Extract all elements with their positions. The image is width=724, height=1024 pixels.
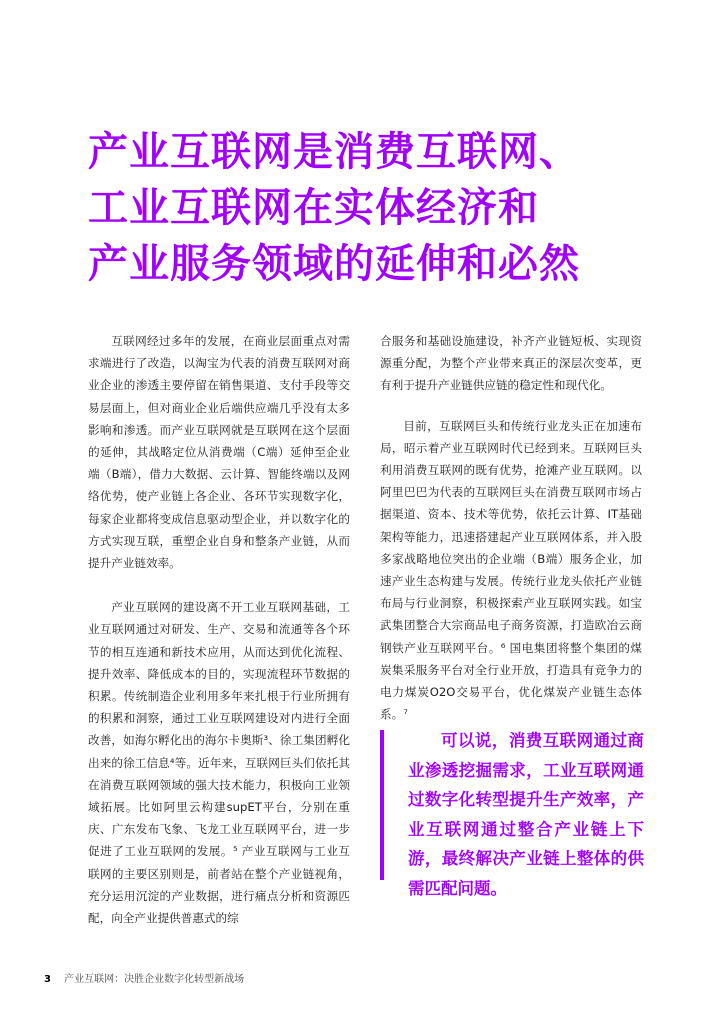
pull-quote-text: 可以说，消费互联网通过商业渗透挖掘需求，工业互联网通过数字化转型提升生产效率，产业互联网通过整合产业链上下游，最终解决产业链上整体的供需匹配问题。 (408, 731, 644, 898)
right-column (380, 330, 642, 725)
page-number: 3 (44, 974, 51, 985)
title-line-3: 产业服务领域的延伸和必然 (88, 241, 580, 287)
right-continuation-paragraph: 合服务和基础设施建设，补齐产业链短板、实现资源重分配，为整个产业带来真正的深层次变革，更有利于提升产业链供应链的稳定性和现代化。 (380, 334, 642, 393)
pull-quote-bar (380, 730, 384, 880)
title-line-1: 产业互联网是消费互联网、 (88, 129, 580, 175)
title-line-2: 工业互联网在实体经济和 (88, 185, 539, 231)
footer-publication-title: 产业互联网：决胜企业数字化转型新战场 (64, 974, 245, 985)
left-column (88, 330, 350, 929)
pull-quote (380, 730, 644, 898)
left-paragraph-2: 产业互联网的建设离不开工业互联网基础，工业互联网通过对研发、生产、交易和流通等各个环节的相互连通和新技术应用，从而达到优化流程、提升效率、降低成本的目的，实现流程环节数据的积累。传统制造企业利用多年来扎根于行业所拥有的积累和洞察，通过工业互联网建设对内进行全面改善，如海尔孵化出的海尔卡奥斯³、徐工集团孵化出来的徐工信息⁴等。近年来，互联网巨头们依托其在消费互联网领域的强大技术能力，积极向工业领域拓展。比如阿里云构建supET平台，分别在重庆、广东发布飞象、飞龙工业互联网平台，进一步促进了工业互联网的发展。⁵ 产业互联网与工业互联网的主要区别则是，前者站在整个产业链视角，充分运用沉淀的产业数据，进行痛点分析和资源匹配，向全产业提供普惠式的综 (88, 600, 350, 926)
right-paragraph: 目前，互联网巨头和传统行业龙头正在加速布局，昭示着产业互联网时代已经到来。互联网巨头利用消费互联网的既有优势，抢滩产业互联网。以阿里巴巴为代表的互联网巨头在消费互联网市场占据渠道、资本、技术等优势，依托云计算、IT基础架构等能力，迅速搭建起产业互联网体系，并入股多家战略地位突出的企业端（B端）服务企业，加速产业生态构建与发展。传统行业龙头依托产业链布局与行业洞察，积极探索产业互联网实践。如宝武集团整合大宗商品电子商务资源，打造欧冶云商钢铁产业互联网平台。⁶ 国电集团将整个集团的煤炭集采服务平台对全行业开放，打造具有竞争力的电力煤炭O2O交易平台，优化煤炭产业链生态体系。⁷ (380, 418, 642, 722)
left-paragraph-1: 互联网经过多年的发展，在商业层面重点对需求端进行了改造，以淘宝为代表的消费互联网对商业企业的渗透主要停留在销售渠道、支付手段等交易层面上，但对商业企业后端供应端几乎没有太多影响和渗透。而产业互联网就是互联网在这个层面的延伸，其战略定位从消费端（C端）延伸至企业端（B端），借力大数据、云计算、智能终端以及网络优势，使产业链上各企业、各环节实现数字化，每家企业都将变成信息驱动型企业，并以数字化的方式实现互联，重塑企业自身和整条产业链，从而提升产业链效率。 (88, 334, 350, 571)
page-title (88, 124, 688, 292)
page-footer (44, 973, 244, 987)
